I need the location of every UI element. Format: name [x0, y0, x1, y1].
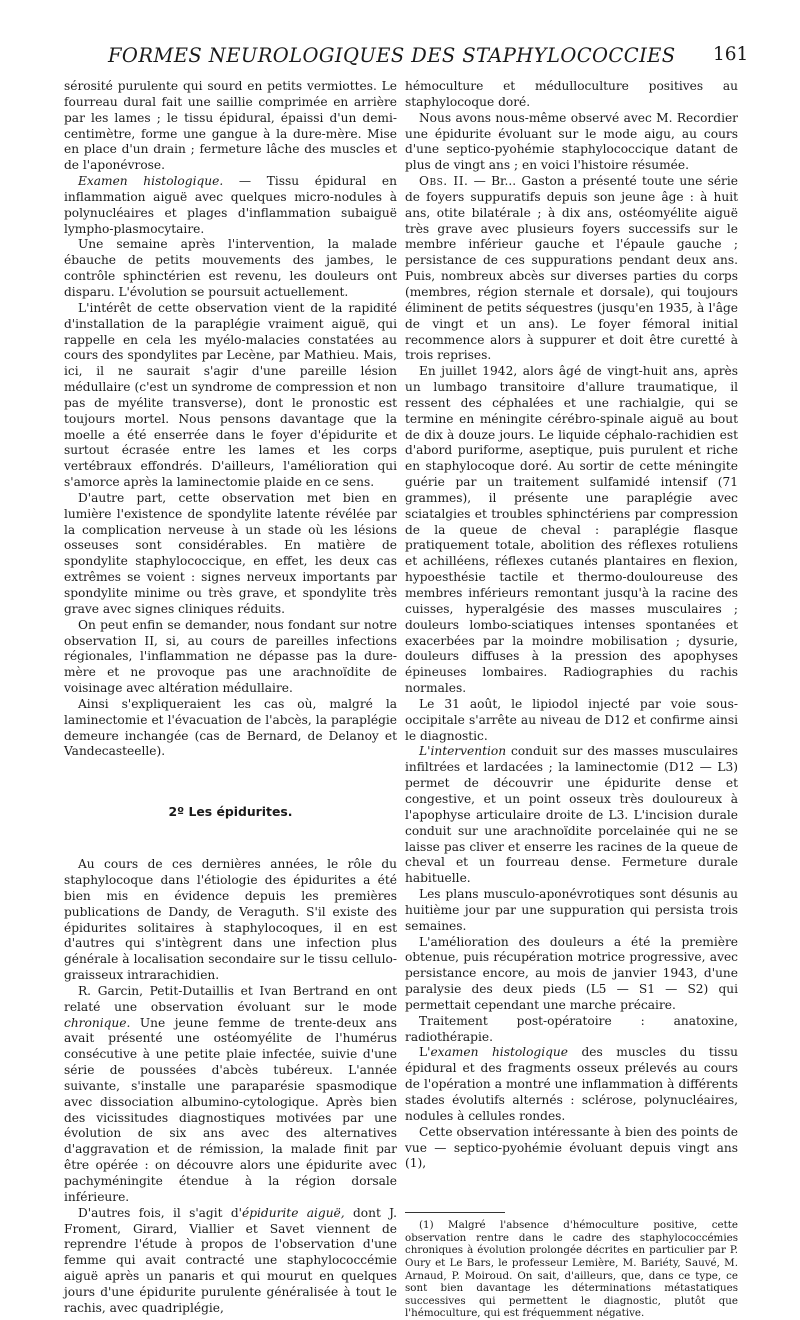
paragraph: D'autre part, cette observation met bien en lumière l'existence de spondylite latente révélée par la complication nerveuse à un stade où les lésions osseuses sont considérables. En matière de spondylite staphylococcique, en effet, les deux cas extrêmes se voient : signes nerveux importants par spondylite minime ou très grave, et spondylite très grave avec signes cliniques réduits.: [64, 490, 397, 616]
run-in-label: L'intervention: [419, 744, 507, 759]
paragraph-text: — Tissu épidural en inflammation aiguë avec quelques micro-nodules à polynucléaires et plages d'inflammation subaiguë lympho-plasmocytaire.: [64, 174, 397, 236]
paragraph-text: Une jeune femme de trente-deux ans avait présenté une ostéomyélite de l'humérus consécutive à une petite plaie infectée, suivie d'une série de poussées d'abcès tubéreux. L'année suivante, s'installe une paraparésie spasmodique avec dissociation albumino-cytologique. Après bien des vicissitudes diagnostiques motivées par une évolution de six ans avec des alternatives d'aggravation et de rémission, la malade finit par être opérée : on découvre alors une épidurite avec pachyméningite étendue à la région dorsale inférieure.: [64, 1015, 397, 1204]
paragraph: Le 31 août, le lipiodol injecté par voie sous-occipitale s'arrête au niveau de D12 et confirme ainsi le diagnostic.: [405, 696, 738, 743]
footnote: (1) Malgré l'absence d'hémoculture positive, cette observation rentre dans le cadre des staphylococcémies chroniques à évolution prolongée décrites en particulier par P. Oury et Le Bars, le professeur Lemière, M. Bariéty, Sauvé, M. Arnaud, P. Moiroud. On sait, d'ailleurs, que, dans ce type, ce sont bien davantage les déterminations métastatiques successives qui permettent le diagnostic, plutôt que l'hémoculture, qui est fréquemment négative.: [405, 1219, 738, 1320]
paragraph: On peut enfin se demander, nous fondant sur notre observation II, si, au cours de pareilles infections régionales, l'inflammation ne dépasse pas la dure-mère et ne provoque pas une arachnoïdite de voisinage avec altération médullaire.: [64, 617, 397, 696]
run-in-label: Examen histologique.: [78, 174, 224, 189]
paragraph: hémoculture et médulloculture positives au staphylocoque doré.: [405, 79, 738, 109]
paragraph: [405, 744, 738, 887]
paragraph: L'amélioration des douleurs a été la première obtenue, puis récupération motrice progressive, avec persistance encore, au mois de janvier 1943, d'une paralysie des deux pieds (L5 — S1 — S2) qui permettait cependant une marche précaire.: [405, 934, 738, 1012]
paragraph: Cette observation intéressante à bien des points de vue — septico-pyohémie évoluant depuis vingt ans (1),: [405, 1124, 738, 1171]
paragraph: sérosité purulente qui sourd en petits vermiottes. Le fourreau dural fait une saillie comprimée en arrière par les lames ; le tissu épidural, épaissi d'un demi-centimètre, forme une gangue à la dure-mère. Mise en place d'un drain ; fermeture lâche des muscles et de l'aponévrose.: [64, 79, 397, 173]
italic-term: examen histologique: [430, 1045, 568, 1060]
paragraph: [405, 174, 738, 364]
observation-label: Obs. II.: [419, 174, 469, 189]
page-number: 161: [713, 44, 749, 65]
paragraph: [64, 984, 397, 1206]
paragraph: Nous avons nous-même observé avec M. Recordier une épidurite évoluant sur le mode aigu, au cours d'une septico-pyohémie staphylococcique datant de plus de vingt ans ; en voici l'histoire résumée.: [405, 110, 738, 173]
paragraph-text: dont J. Froment, Girard, Viallier et Savet viennent de reprendre l'étude à propos de l'observation d'une femme qui avait contracté une staphylococcémie aiguë après un panaris et qui mourut en quelques jours d'une épidurite purulente généralisée à tout le rachis, avec quadriplégie,: [64, 1205, 397, 1315]
paragraph: [64, 174, 397, 237]
paragraph-text: des muscles du tissu épidural et des fragments osseux prélevés au cours de l'opération a montré une inflammation à différents stades évolutifs alternés : sclérose, polynucléaires, nodules à cellules rondes.: [405, 1045, 738, 1123]
paragraph: Au cours de ces dernières années, le rôle du staphylocoque dans l'étiologie des épidurites a été bien mis en évidence depuis les premières publications de Dandy, de Veraguth. S'il existe des épidurites solitaires à staphylocoques, il en est d'autres qui s'intègrent dans une infection plus générale à localisation secondaire sur le tissu cellulo-graisseux intrarachidien.: [64, 857, 397, 983]
paragraph: [64, 1206, 397, 1317]
footnote-rule: [405, 1212, 505, 1213]
paragraph: En juillet 1942, alors âgé de vingt-huit ans, après un lumbago transitoire d'allure traumatique, il ressent des céphalées et une rachialgie, qui se termine en méningite cérébro-spinale aiguë au bout de dix à douze jours. Le liquide céphalo-rachidien est d'abord puriforme, aseptique, puis purulent et riche en staphylocoque doré. Au sortir de cette méningite guérie par un traitement sulfamidé intensif (71 grammes), il présente une paraplégie avec sciatalgies et troubles sphinctériens par compression de la queue de cheval : paraplégie flasque pratiquement totale, abolition des réflexes rotuliens et achilléens, réflexes cutanés plantaires en flexion, hypoesthésie tactile et thermo-douloureuse des membres inférieurs remontant jusqu'à la racine des cuisses, hyperalgésie des masses musculaires ; douleurs lombo-sciatiques intenses spontanées et exacerbées par la moindre mobilisation ; dysurie, douleurs diffuses à la pression des apophyses épineuses lombaires. Radiographies du rachis normales.: [405, 364, 738, 696]
paragraph-text: R. Garcin, Petit-Dutaillis et Ivan Bertrand en ont relaté une observation évoluant sur le mode: [64, 983, 397, 1014]
paragraph-text: L': [419, 1045, 431, 1060]
paragraph: Traitement post-opératoire : anatoxine, radiothérapie.: [405, 1013, 738, 1044]
running-title: FORMES NEUROLOGIQUES DES STAPHYLOCOCCIES: [108, 44, 676, 67]
paragraph: L'intérêt de cette observation vient de la rapidité d'installation de la paraplégie vraiment aiguë, qui rappelle en cela les myélo-malacies constatées au cours des spondylites par Lecène, par Mathieu. Mais, ici, il ne saurait s'agir d'une pareille lésion médullaire (c'est un syndrome de compression et non pas de myélite transverse), dont le pronostic est toujours mortel. Nous pensons davantage que la moelle a été enserrée dans le foyer d'épidurite et surtout écrasée entre les lames et les corps vertébraux effondrés. D'ailleurs, l'amélioration qui s'amorce après la laminectomie plaide en ce sens.: [64, 300, 397, 490]
left-column: [64, 79, 397, 1317]
italic-term: épidurite aiguë,: [242, 1205, 345, 1220]
italic-term: chronique.: [64, 1015, 131, 1030]
paragraph: Une semaine après l'intervention, la malade ébauche de petits mouvements des jambes, le contrôle sphinctérien est revenu, les douleurs ont disparu. L'évolution se poursuit actuellement.: [64, 237, 397, 299]
paragraph: Ainsi s'expliqueraient les cas où, malgré la laminectomie et l'évacuation de l'abcès, la paraplégie demeure inchangée (cas de Bernard, de Delanoy et Vandecasteelle).: [64, 696, 397, 759]
right-column: [405, 79, 738, 1320]
paragraph-text: D'autres fois, il s'agit d': [78, 1205, 243, 1220]
paragraph-text: — Br... Gaston a présenté toute une série de foyers suppuratifs depuis son jeune âge : à huit ans, otite bilatérale ; à dix ans, ostéomyélite aiguë très grave avec plusieurs foyers successifs sur le membre inférieur gauche et l'épaule gauche ; persistance de ces suppurations pendant deux ans. Puis, nombreux abcès sur diverses parties du corps (membres, région sternale et dorsale), qui toujours éliminent de petits séquestres (jusqu'en 1935, à l'âge de vingt et un ans). Le foyer fémoral initial recommence alors à suppurer et doit être curetté à trois reprises.: [405, 174, 738, 363]
paragraph: [405, 1045, 738, 1124]
section-heading: 2º Les épidurites.: [168, 804, 293, 820]
paragraph-text: conduit sur des masses musculaires infiltrées et lardacées ; la laminectomie (D12 — L3) permet de découvrir une épidurite dense et congestive, et un point osseux très douloureux à l'apophyse articulaire droite de L3. L'incision durale conduit sur une arachnoïdite porcelainée qui ne se laisse pas cliver et enserre les racines de la queue de cheval et un fourreau dense. Fermeture durale habituelle.: [405, 744, 738, 886]
running-head: [0, 0, 800, 70]
paragraph: Les plans musculo-aponévrotiques sont désunis au huitième jour par une suppuration qui persista trois semaines.: [405, 887, 738, 933]
